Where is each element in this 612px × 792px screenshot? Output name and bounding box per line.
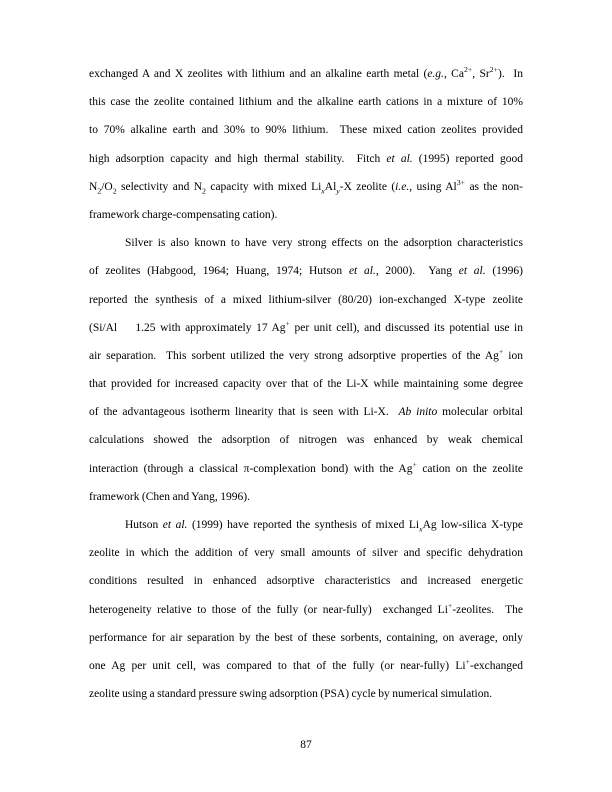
text-line: exchanged A and X zeolites with lithium and an alkaline earth metal (e.g., $Ca^{2+}$, $Sr^{2+}$). In: [89, 65, 523, 80]
text-line: (Si/Al 1.25 with approximately 17 Ag+ per unit cell), and discussed its potential use in: [89, 318, 523, 334]
paragraph: [89, 60, 523, 229]
text-line: of the advantageous isotherm linearity that is seen with Li-X. Ab inito molecular orbital: [89, 406, 523, 419]
text-line: framework (Chen and Yang, 1996).: [89, 490, 250, 503]
text-line: zeolite using a standard pressure swing adsorption (PSA) cycle by numerical simulation.: [89, 688, 493, 701]
text-line: heterogeneity relative to those of the fully (or near-fully) exchanged Li+-zeolites. The: [89, 600, 523, 616]
body-text: [89, 60, 523, 708]
text-line: Silver is also known to have very strong effects on the adsorption characteristics: [125, 237, 523, 250]
page-number: 87: [300, 739, 312, 751]
text-line: this case the zeolite contained lithium and the alkaline earth cations in a mixture of 10%: [89, 96, 523, 109]
text-line: conditions resulted in enhanced adsorptive characteristics and increased energetic: [89, 575, 523, 588]
paragraph: [89, 229, 523, 511]
text-line: interaction (through a classical π-complexation bond) with the Ag+ cation on the zeolite: [89, 459, 523, 475]
text-line: zeolite in which the addition of very small amounts of silver and specific dehydration: [89, 547, 523, 560]
text-line: to 70% alkaline earth and 30% to 90% lithium. These mixed cation zeolites provided: [89, 124, 523, 137]
text-line: Hutson et al. (1999) have reported the synthesis of mixed $Li_xAg$ low-silica X-type: [125, 519, 523, 534]
text-line: $N_2/O_2$ selectivity and $N_2$ capacity with mixed $Li_xAl_y-X$ zeolite (i.e., using $Al^{3+}$ as the non-: [89, 177, 523, 196]
text-line: high adsorption capacity and high thermal stability. Fitch et al. (1995) reported good: [89, 152, 523, 165]
text-line: performance for air separation by the best of these sorbents, containing, on average, only: [89, 631, 523, 644]
paragraph: [89, 511, 523, 708]
text-line: air separation. This sorbent utilized the very strong adsorptive properties of the Ag+ ion: [89, 347, 523, 362]
text-line: one Ag per unit cell, was compared to that of the fully (or near-fully) Li+-exchanged: [89, 657, 523, 672]
text-line: reported the synthesis of a mixed lithium-silver (80/20) ion-exchanged X-type zeolite: [89, 293, 523, 306]
text-line: calculations showed the adsorption of nitrogen was enhanced by weak chemical: [89, 434, 523, 447]
text-line: framework charge-compensating cation).: [89, 208, 278, 221]
text-line: of zeolites (Habgood, 1964; Huang, 1974; Hutson et al., 2000). Yang et al. (1996): [89, 265, 523, 278]
text-line: that provided for increased capacity over that of the Li-X while maintaining some degree: [89, 378, 523, 391]
